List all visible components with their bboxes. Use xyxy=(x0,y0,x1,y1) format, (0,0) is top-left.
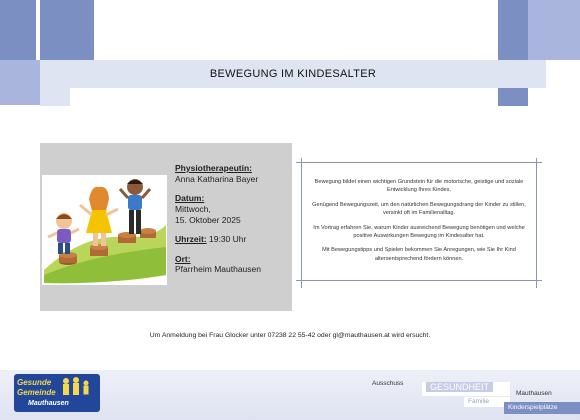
place-label: Ort: xyxy=(175,253,191,264)
logo-figures-icon xyxy=(60,377,94,397)
description-paragraph: Im Vortrag erfahren Sie, warum Kinder ausreichend Bewegung benötigen und welche positive Auswirkungen Bewegung im Kindesalter hat. xyxy=(313,224,525,239)
decor-block-left-light xyxy=(40,88,70,106)
tag-mauthausen: Mauthausen xyxy=(516,390,552,397)
decor-block-right xyxy=(528,0,580,60)
place-value: Pfarrheim Mauthausen xyxy=(175,264,261,275)
time-label: Uhrzeit: xyxy=(175,234,207,245)
decor-block-top-left-2 xyxy=(40,0,94,60)
time-block xyxy=(175,234,290,245)
tag-gesundheit: GESUNDHEIT xyxy=(426,382,493,392)
description-paragraph: Bewegung bildet einen wichtigen Grundstein für die motorische, geistige und soziale Entwicklung Ihres Kindes. xyxy=(314,179,524,194)
speaker-label: Physiotherapeutin: xyxy=(175,163,252,173)
place-block xyxy=(175,254,290,275)
decor-block-left xyxy=(0,60,40,105)
description-paragraph: Mit Bewegungstipps und Spielen bekommen Sie Anregungen, wie Sie Ihr Kind altersentsprechend fördern können. xyxy=(322,247,516,262)
tag-familie: Familie xyxy=(468,398,489,405)
frame-line-bottom xyxy=(296,280,542,281)
page-title: BEWEGUNG IM KINDESALTER xyxy=(40,60,546,88)
time-value: 19:30 Uhr xyxy=(209,234,247,245)
logo-text-gesunde: Gesunde xyxy=(17,378,52,387)
description-text xyxy=(308,178,530,269)
logo-text-mauthausen: Mauthausen xyxy=(28,400,69,407)
event-details xyxy=(175,163,290,284)
date-value: 15. Oktober 2025 xyxy=(175,214,241,225)
tag-kinderspielplaetze: Kinderspielplätze xyxy=(508,404,558,411)
speaker-block xyxy=(175,163,290,184)
decor-block-top-left xyxy=(0,0,36,60)
decor-block-top-right xyxy=(498,0,528,106)
speaker-name: Anna Katharina Bayer xyxy=(175,173,259,184)
children-playing-illustration xyxy=(42,175,167,285)
logo-text-gemeinde: Gemeinde xyxy=(17,388,56,397)
tag-ausschuss: Ausschuss xyxy=(372,380,404,387)
description-paragraph: Genügend Bewegungszeit, um den natürlichen Bewegungsdrang der Kinder zu stillen, versinkt oft im Familienalltag. xyxy=(312,201,526,217)
frame-line-left xyxy=(301,158,302,288)
date-label: Datum: xyxy=(175,193,205,204)
date-block xyxy=(175,193,290,225)
children-illustration-svg xyxy=(42,175,167,285)
frame-line-top xyxy=(296,162,542,163)
description-box xyxy=(296,158,542,288)
registration-note: Um Anmeldung bei Frau Glocker unter 07238 22 55-42 oder gl@mauthausen.at wird ersucht. xyxy=(149,332,431,339)
date-weekday: Mittwoch, xyxy=(175,203,211,214)
frame-line-right xyxy=(536,158,537,288)
